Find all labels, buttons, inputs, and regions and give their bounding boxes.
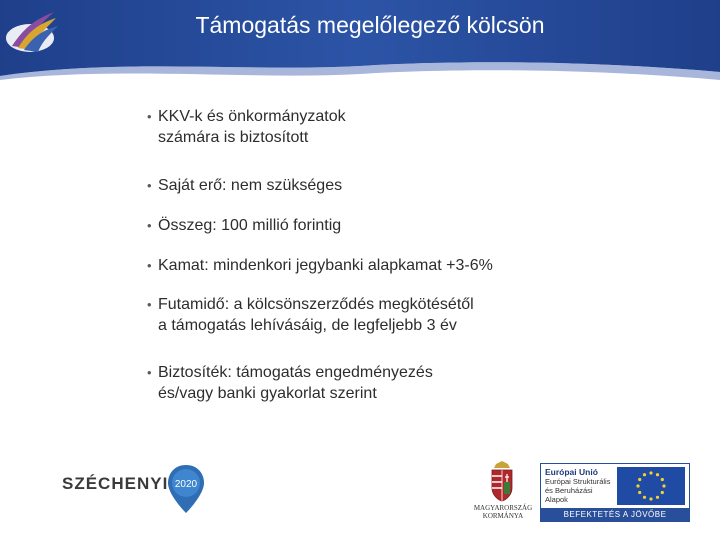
slide-header xyxy=(0,0,720,76)
government-logo-text xyxy=(470,504,536,520)
bullet-dot-icon: • xyxy=(147,258,152,273)
bullet-text: Biztosíték: támogatás engedményezés és/vagy banki gyakorlat szerint xyxy=(158,364,433,402)
bullet-text: Kamat: mindenkori jegybanki alapkamat +3-6% xyxy=(158,257,493,274)
list-item xyxy=(147,255,567,276)
bullet-dot-icon: • xyxy=(147,297,152,312)
eu-logo-text xyxy=(545,468,617,504)
bullet-list xyxy=(147,106,567,404)
page-title: Támogatás megelőlegező kölcsön xyxy=(195,12,545,38)
government-line-2: KORMÁNYA xyxy=(482,512,524,520)
bullet-dot-icon: • xyxy=(147,178,152,193)
bullet-text: KKV-k és önkormányzatok számára is biztosított xyxy=(158,108,346,146)
hungarian-crest-icon xyxy=(488,460,516,502)
eu-line-2: és Beruházási Alapok xyxy=(545,486,593,504)
bullet-text: Saját erő: nem szükséges xyxy=(158,177,343,194)
szechenyi-logo-text: SZÉCHENYI xyxy=(62,474,169,493)
list-item xyxy=(147,294,567,336)
list-item xyxy=(147,175,567,196)
szechenyi-2020-pin-icon xyxy=(166,463,206,515)
bullet-text: Összeg: 100 millió forintig xyxy=(158,217,342,234)
list-item xyxy=(147,362,567,404)
eu-flag-icon xyxy=(617,467,685,505)
bullet-dot-icon: • xyxy=(147,218,152,233)
szechenyi-year: 2020 xyxy=(174,479,198,490)
flame-wave-logo-icon xyxy=(4,8,60,56)
eu-funds-logo xyxy=(540,463,690,522)
list-item xyxy=(147,215,567,236)
bullet-dot-icon: • xyxy=(147,365,152,380)
bullet-dot-icon: • xyxy=(147,109,152,124)
bullet-text: Futamidő: a kölcsönszerződés megkötésétől a támogatás lehívásáig, de legfeljebb 3 év xyxy=(158,296,474,334)
eu-banner: BEFEKTETÉS A JÖVŐBE xyxy=(541,508,689,521)
government-line-1: MAGYARORSZÁG xyxy=(473,504,533,512)
eu-title: Európai Unió xyxy=(545,467,598,477)
eu-line-1: Európai Strukturális xyxy=(545,477,611,486)
list-item xyxy=(147,106,567,148)
